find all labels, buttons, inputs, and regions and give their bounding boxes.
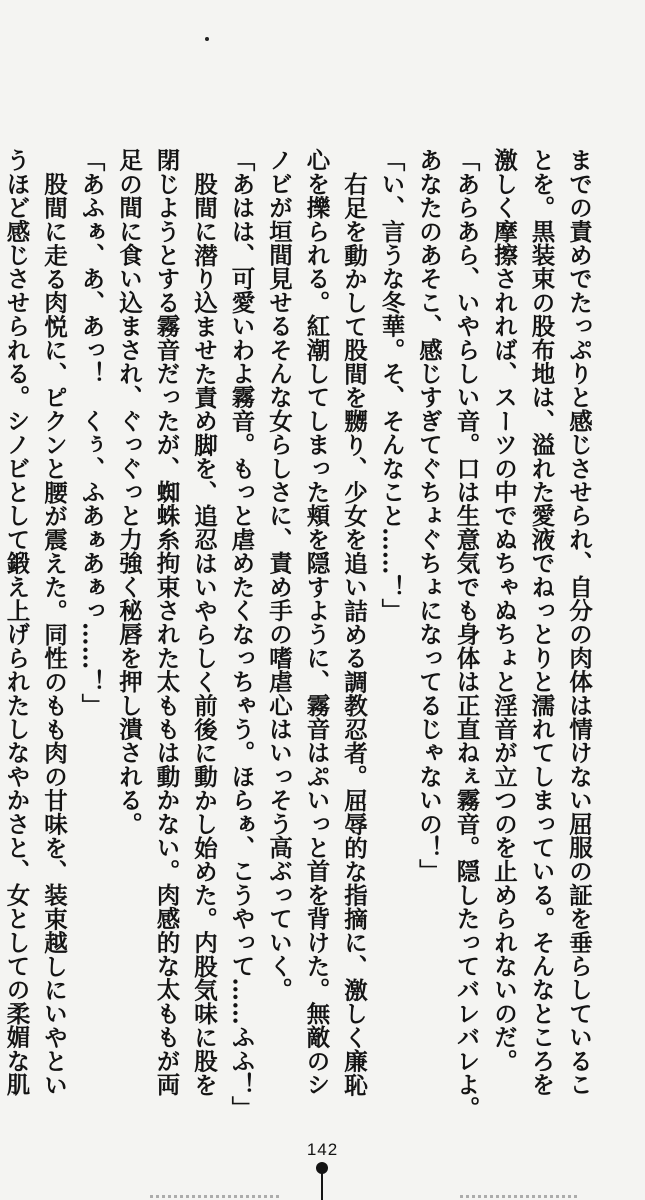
body-text: [2, 148, 597, 1120]
text-line: あなたのあそこ、感じすぎてぐちょぐちょになってるじゃないの！」: [415, 148, 443, 883]
text-line: 心を擽られる。紅潮してしまった頬を隠すように、霧音はぷいっと首を背けた。無敵のシ: [302, 148, 331, 1096]
text-line: ノビが垣間見せるそんな女らしさに、責め手の嗜虐心はいっそう高ぶっていく。: [265, 148, 293, 1002]
page-marker-icon: [315, 1162, 329, 1200]
text-line: とを。黒装束の股布地は、溢れた愛液でねっとりと濡れてしまっている。そんなところを: [527, 148, 556, 1096]
text-line: 股間に潜り込ませた責め脚を、追忍はいやらしく前後に動かし始めた。内股気味に股を: [190, 171, 218, 1096]
text-line: 股間に走る肉悦に、ピクンと腰が震えた。同性のもも肉の甘味を、装束越しにいやとい: [40, 171, 68, 1096]
text-line: までの責めでたっぷりと感じさせられ、自分の肉体は情けない屈服の証を垂らしているこ: [565, 148, 593, 1096]
marker-stem: [321, 1172, 323, 1200]
page-number: 142: [306, 1140, 339, 1159]
text-line: 閉じようとする霧音だったが、蜘蛛糸拘束された太ももは動かない。肉感的な太ももが両: [152, 148, 181, 1096]
text-line: 足の間に食い込まされ、ぐっぐっと力強く秘唇を押し潰される。: [115, 148, 143, 836]
text-line: 「い、言うな冬華。そ、そんなこと……！」: [377, 148, 406, 622]
ink-speck: [205, 37, 209, 41]
scan-edge-mark: [460, 1195, 580, 1198]
text-line: 「あふぁ、あ、あっ！ くぅ、ふあぁあぁっ……！」: [77, 148, 106, 717]
text-line: 「あらあら、いやらしい音。口は生意気でも身体は正直ねぇ霧音。隠したってバレバレよ。: [452, 148, 481, 1120]
scan-edge-mark: [150, 1195, 280, 1198]
text-line: 激しく摩擦されれば、スーツの中でぬちゃぬちょと淫音が立つのを止められないのだ。: [490, 148, 518, 1073]
text-line: 「あはは、可愛いわよ霧音。もっと虐めたくなっちゃう。ほらぁ、こうやって……ふふ！」: [227, 148, 256, 1120]
text-line: 右足を動かして股間を嬲り、少女を追い詰める調教忍者。屈辱的な指摘に、激しく廉恥: [340, 171, 368, 1096]
text-line: うほど感じさせられる。シノビとして鍛え上げられたしなやかさと、女としての柔媚な肌: [2, 148, 31, 1096]
